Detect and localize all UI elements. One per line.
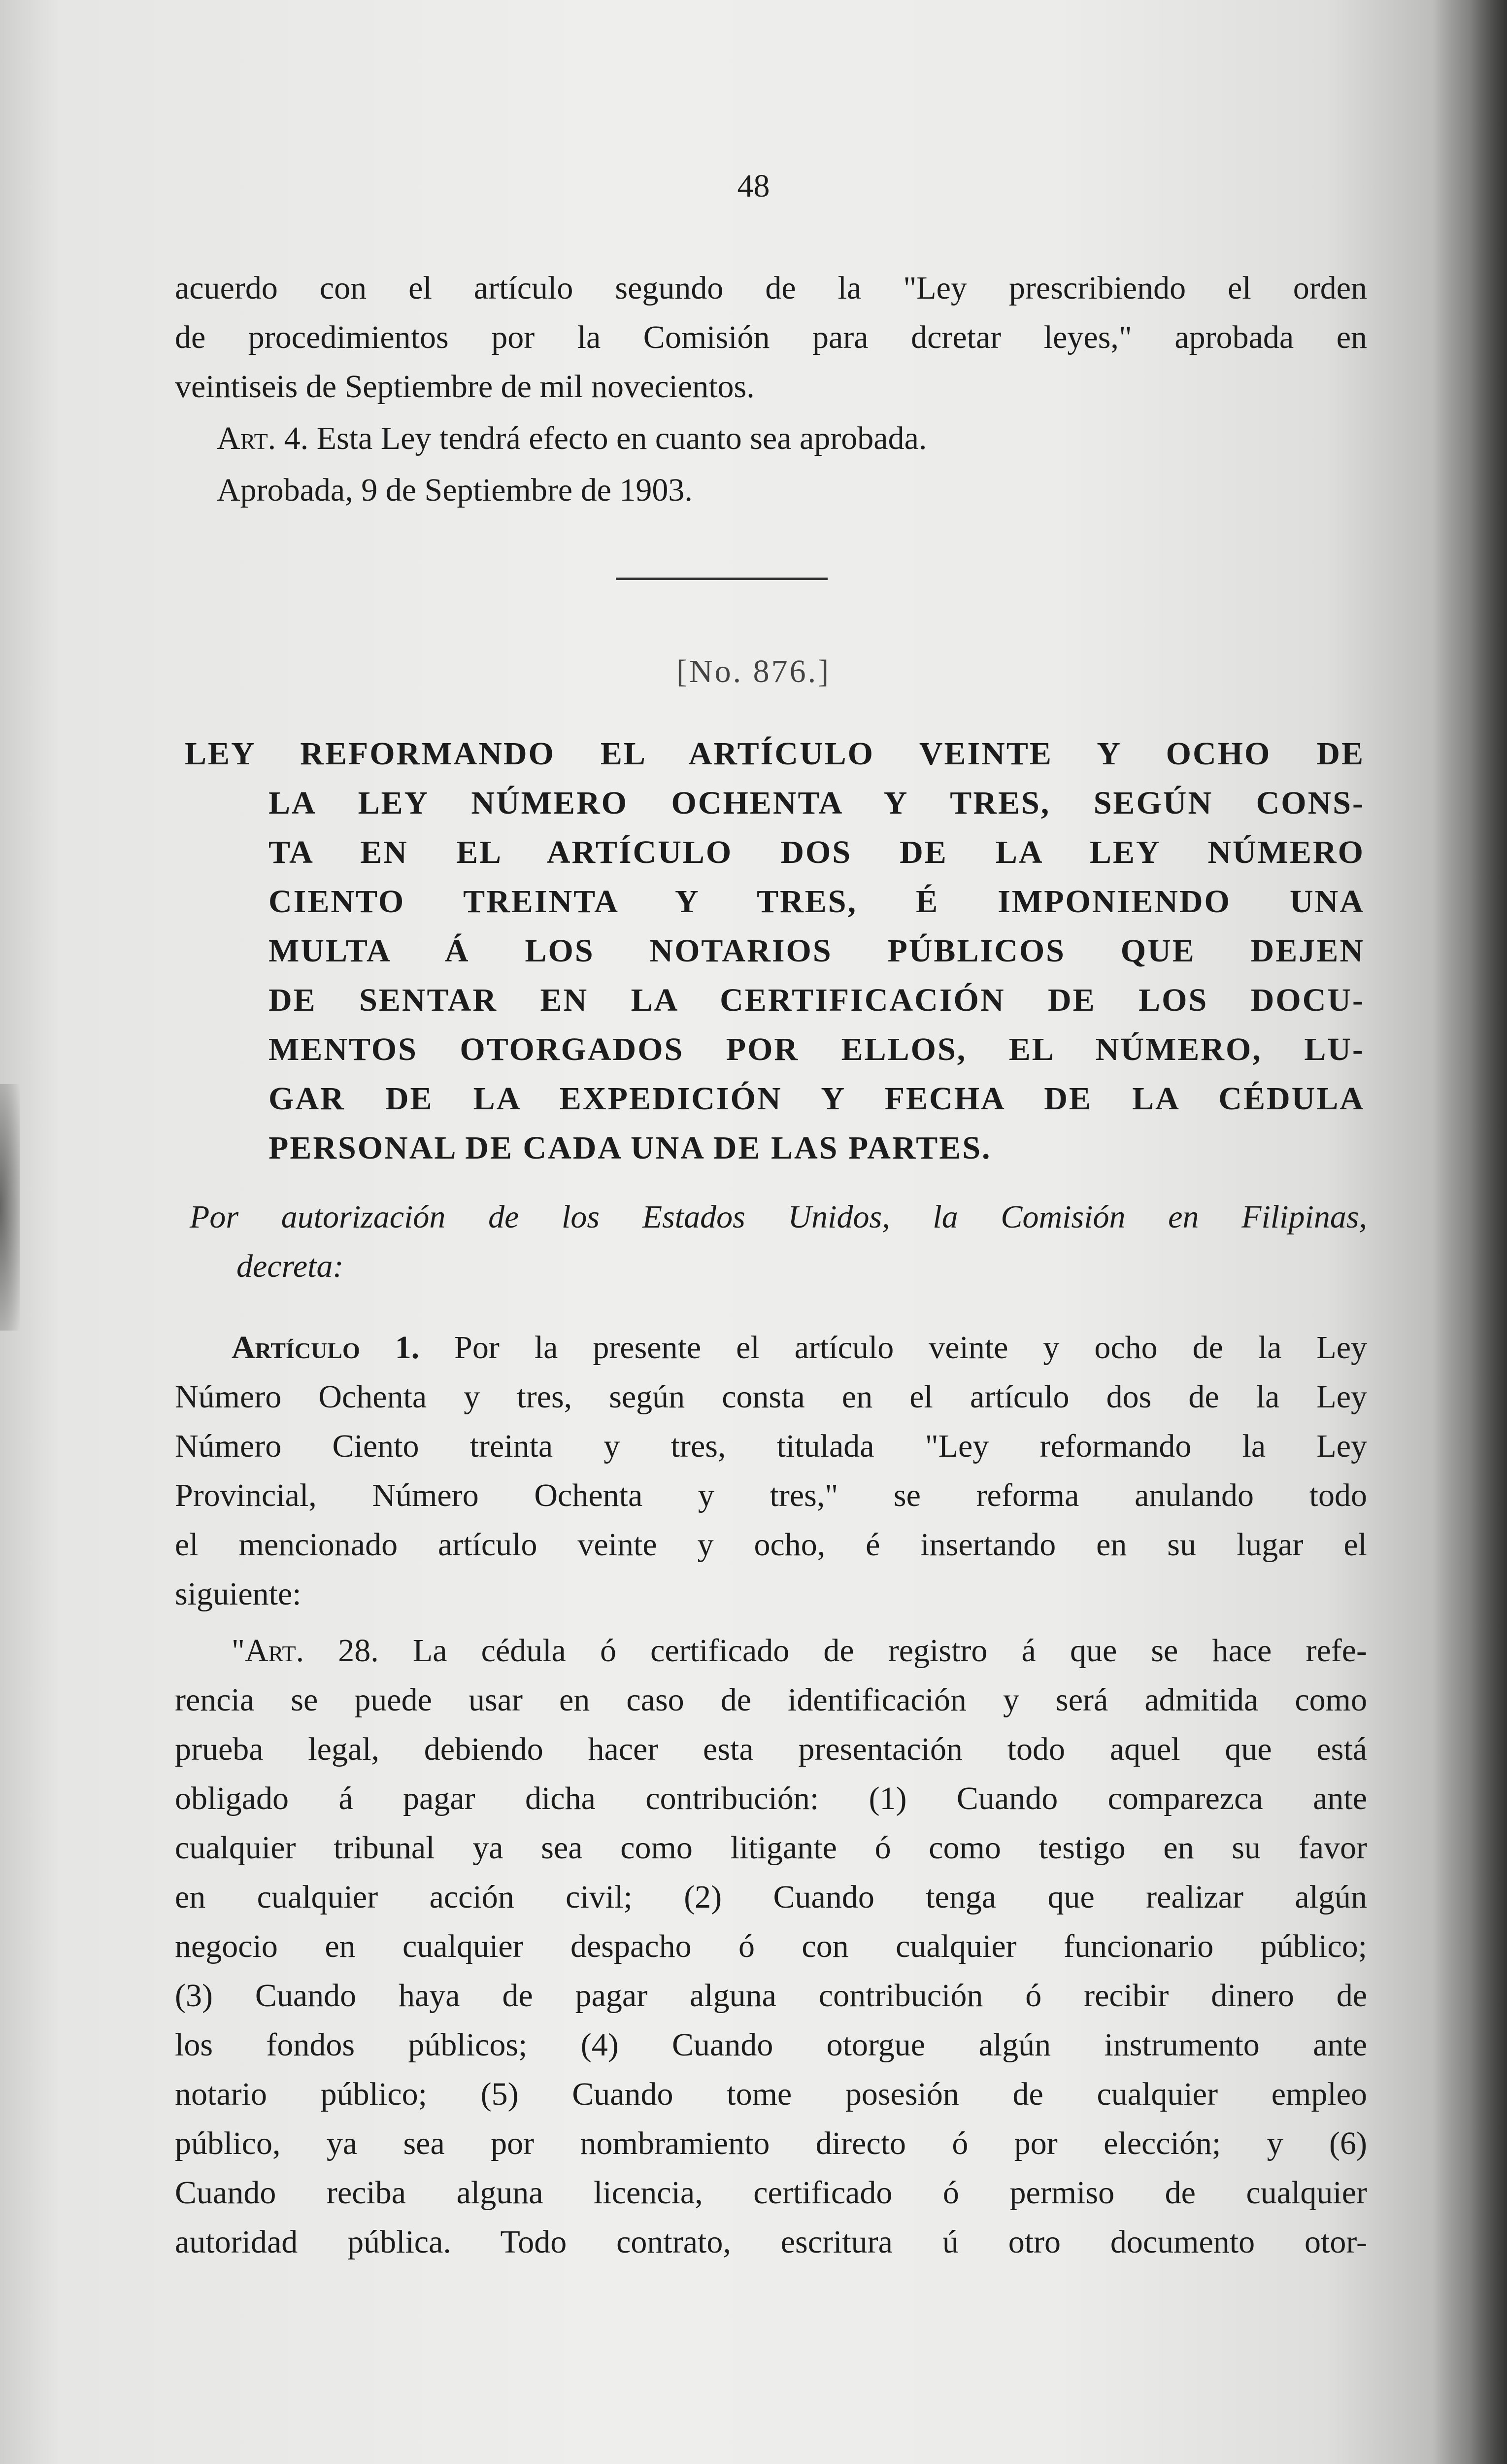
act-title-line: TA EN EL ARTÍCULO DOS DE LA LEY NÚMERO <box>268 834 1365 870</box>
article-label: Artículo 1. <box>232 1330 420 1366</box>
act-title-line: DE SENTAR EN LA CERTIFICACIÓN DE LOS DOCU- <box>268 982 1365 1018</box>
act-title-line: CIENTO TREINTA Y TRES, É IMPONIENDO UNA <box>268 884 1365 920</box>
article-text: Esta Ley tendrá efecto en cuanto sea aprobada. <box>316 420 927 456</box>
text-line: obligado á pagar dicha contribución: (1) Cuando comparezca ante <box>175 1780 1367 1816</box>
article-text: La cédula ó certificado de registro á que se hace refe- <box>412 1633 1368 1669</box>
act-title-line: MENTOS OTORGADOS POR ELLOS, EL NÚMERO, LU- <box>268 1031 1365 1067</box>
text-line: el mencionado artículo veinte y ocho, é insertando en su lugar el <box>175 1527 1367 1563</box>
act-title-line: MULTA Á LOS NOTARIOS PÚBLICOS QUE DEJEN <box>268 933 1365 969</box>
text-line: prueba legal, debiendo hacer esta presentación todo aquel que está <box>175 1731 1367 1767</box>
act-title-line: LEY REFORMANDO EL ARTÍCULO VEINTE Y OCHO DE <box>185 736 1365 772</box>
text-line: acuerdo con el artículo segundo de la "Ley prescribiendo el orden <box>175 270 1367 306</box>
book-spine-shadow <box>1433 0 1507 2464</box>
text-line: autoridad pública. Todo contrato, escritura ú otro documento otor- <box>175 2224 1367 2260</box>
enacting-clause: decreta: <box>236 1248 344 1284</box>
act-number: [No. 876.] <box>676 653 831 689</box>
article-text: Por la presente el artículo veinte y ocho de la Ley <box>454 1330 1367 1366</box>
text-line: Cuando reciba alguna licencia, certificado ó permiso de cualquier <box>175 2175 1367 2211</box>
enacting-clause: Por autorización de los Estados Unidos, la Comisión en Filipinas, <box>190 1199 1367 1235</box>
page-number: 48 <box>737 168 770 204</box>
page-edge-shadow <box>0 1084 20 1331</box>
text-line: notario público; (5) Cuando tome posesión de cualquier empleo <box>175 2076 1367 2112</box>
text-line: de procedimientos por la Comisión para dcretar leyes," aprobada en <box>175 319 1367 355</box>
text-line: cualquier tribunal ya sea como litigante ó como testigo en su favor <box>175 1830 1367 1866</box>
text-line: público, ya sea por nombramiento directo ó por elección; y (6) <box>175 2125 1367 2161</box>
section-divider <box>616 578 828 580</box>
text-line: (3) Cuando haya de pagar alguna contribución ó recibir dinero de <box>175 1978 1367 2014</box>
text-line: negocio en cualquier despacho ó con cualquier funcionario público; <box>175 1928 1367 1964</box>
text-line: Número Ochenta y tres, según consta en el artículo dos de la Ley <box>175 1379 1367 1415</box>
act-title-line: GAR DE LA EXPEDICIÓN Y FECHA DE LA CÉDULA <box>268 1081 1365 1117</box>
text-line: veintiseis de Septiembre de mil novecientos. <box>175 369 755 405</box>
article-label: "Art. 28. <box>232 1633 379 1669</box>
approval-date: Aprobada, 9 de Septiembre de 1903. <box>217 472 693 508</box>
article-1-first-line <box>232 1323 1367 1372</box>
text-line: Número Ciento treinta y tres, titulada "Ley reformando la Ley <box>175 1428 1367 1464</box>
text-line: en cualquier acción civil; (2) Cuando tenga que realizar algún <box>175 1879 1367 1915</box>
text-line: Provincial, Número Ochenta y tres," se reforma anulando todo <box>175 1477 1367 1513</box>
article-28-first-line <box>232 1626 1367 1676</box>
act-title-line: LA LEY NÚMERO OCHENTA Y TRES, SEGÚN CONS- <box>268 785 1365 821</box>
act-title-line: PERSONAL DE CADA UNA DE LAS PARTES. <box>268 1130 992 1166</box>
text-line: rencia se puede usar en caso de identificación y será admitida como <box>175 1682 1367 1718</box>
article-4 <box>217 414 1409 463</box>
article-label: Art. 4. <box>217 420 309 456</box>
text-line: los fondos públicos; (4) Cuando otorgue algún instrumento ante <box>175 2027 1367 2063</box>
text-line: siguiente: <box>175 1576 301 1612</box>
